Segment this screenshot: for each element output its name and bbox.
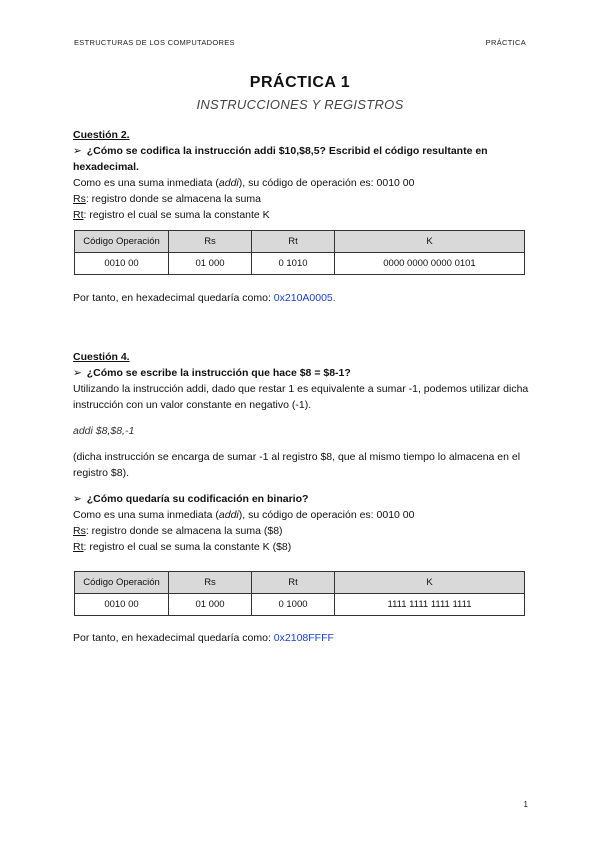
header-left: ESTRUCTURAS DE LOS COMPUTADORES bbox=[74, 38, 235, 47]
header-right: PRÁCTICA bbox=[485, 38, 526, 47]
table-cell: 01 000 bbox=[169, 594, 252, 616]
table-header-cell: Rt bbox=[252, 231, 335, 253]
table-cell: 0010 00 bbox=[75, 594, 169, 616]
arrow-bullet-icon: ➢ bbox=[73, 145, 82, 157]
question-4-code: addi $8,$8,-1 bbox=[73, 425, 135, 437]
question-4-subquestion: ➢ ¿Cómo quedaría su codificación en binario? bbox=[73, 493, 309, 505]
question-4-rt-line: Rt: registro el cual se suma la constante K ($8) bbox=[73, 541, 292, 553]
title-block bbox=[0, 74, 600, 112]
arrow-bullet-icon: ➢ bbox=[73, 367, 82, 379]
question-2-heading: Cuestión 2. bbox=[73, 129, 130, 141]
table-header-cell: Código Operación bbox=[75, 231, 169, 253]
page-number: 1 bbox=[523, 800, 528, 809]
question-4-encoding-table bbox=[74, 571, 525, 616]
question-2-text: ➢ ¿Cómo se codifica la instrucción addi $10,$8,5? Escribid el código resultante en hexadecimal. bbox=[73, 145, 488, 173]
table-header-cell: Rs bbox=[169, 572, 252, 594]
table-cell: 0010 00 bbox=[75, 253, 169, 275]
table-cell: 0 1000 bbox=[252, 594, 335, 616]
table-header-cell: Código Operación bbox=[75, 572, 169, 594]
question-4-text: ➢ ¿Cómo se escribe la instrucción que hace $8 = $8-1? bbox=[73, 367, 351, 379]
question-4-rs-line: Rs: registro donde se almacena la suma ($8) bbox=[73, 525, 283, 537]
question-2-rs-line: Rs: registro donde se almacena la suma bbox=[73, 193, 261, 205]
table-header-cell: K bbox=[335, 572, 525, 594]
running-header bbox=[74, 38, 526, 47]
table-row bbox=[75, 253, 525, 275]
page-title: PRÁCTICA 1 bbox=[249, 74, 351, 91]
table-cell: 0000 0000 0000 0101 bbox=[335, 253, 525, 275]
question-4-heading: Cuestión 4. bbox=[73, 351, 130, 363]
question-4-paragraph-1: Utilizando la instrucción addi, dado que restar 1 es equivalente a sumar -1, podemos utilizar dicha instrucción con un valor constante en negativo (-1). bbox=[73, 383, 529, 411]
table-header-row bbox=[75, 572, 525, 594]
question-4-opcode-line: Como es una suma inmediata (addi), su código de operación es: 0010 00 bbox=[73, 509, 415, 521]
table-header-cell: Rs bbox=[169, 231, 252, 253]
question-2-section bbox=[73, 127, 529, 223]
question-4-paragraph-2: (dicha instrucción se encarga de sumar -1 al registro $8, que al mismo tiempo lo almacena en el registro $8). bbox=[73, 451, 521, 479]
question-2-encoding-table bbox=[74, 230, 525, 275]
arrow-bullet-icon: ➢ bbox=[73, 493, 82, 505]
question-2-rt-line: Rt: registro el cual se suma la constante K bbox=[73, 209, 270, 221]
page-subtitle: INSTRUCCIONES Y REGISTROS bbox=[196, 97, 404, 112]
table-row bbox=[75, 594, 525, 616]
question-2-hex-value: 0x210A0005. bbox=[273, 292, 336, 304]
question-2-opcode-line: Como es una suma inmediata (addi), su código de operación es: 0010 00 bbox=[73, 177, 415, 189]
table-header-cell: K bbox=[335, 231, 525, 253]
question-4-section bbox=[73, 349, 529, 555]
table-header-row bbox=[75, 231, 525, 253]
question-2-result: Por tanto, en hexadecimal quedaría como: 0x210A0005. bbox=[73, 292, 336, 304]
table-cell: 01 000 bbox=[169, 253, 252, 275]
question-4-hex-value: 0x2108FFFF bbox=[273, 632, 334, 644]
table-header-cell: Rt bbox=[252, 572, 335, 594]
table-cell: 0 1010 bbox=[252, 253, 335, 275]
question-4-result: Por tanto, en hexadecimal quedaría como: 0x2108FFFF bbox=[73, 632, 334, 644]
table-cell: 1111 1111 1111 1111 bbox=[335, 594, 525, 616]
